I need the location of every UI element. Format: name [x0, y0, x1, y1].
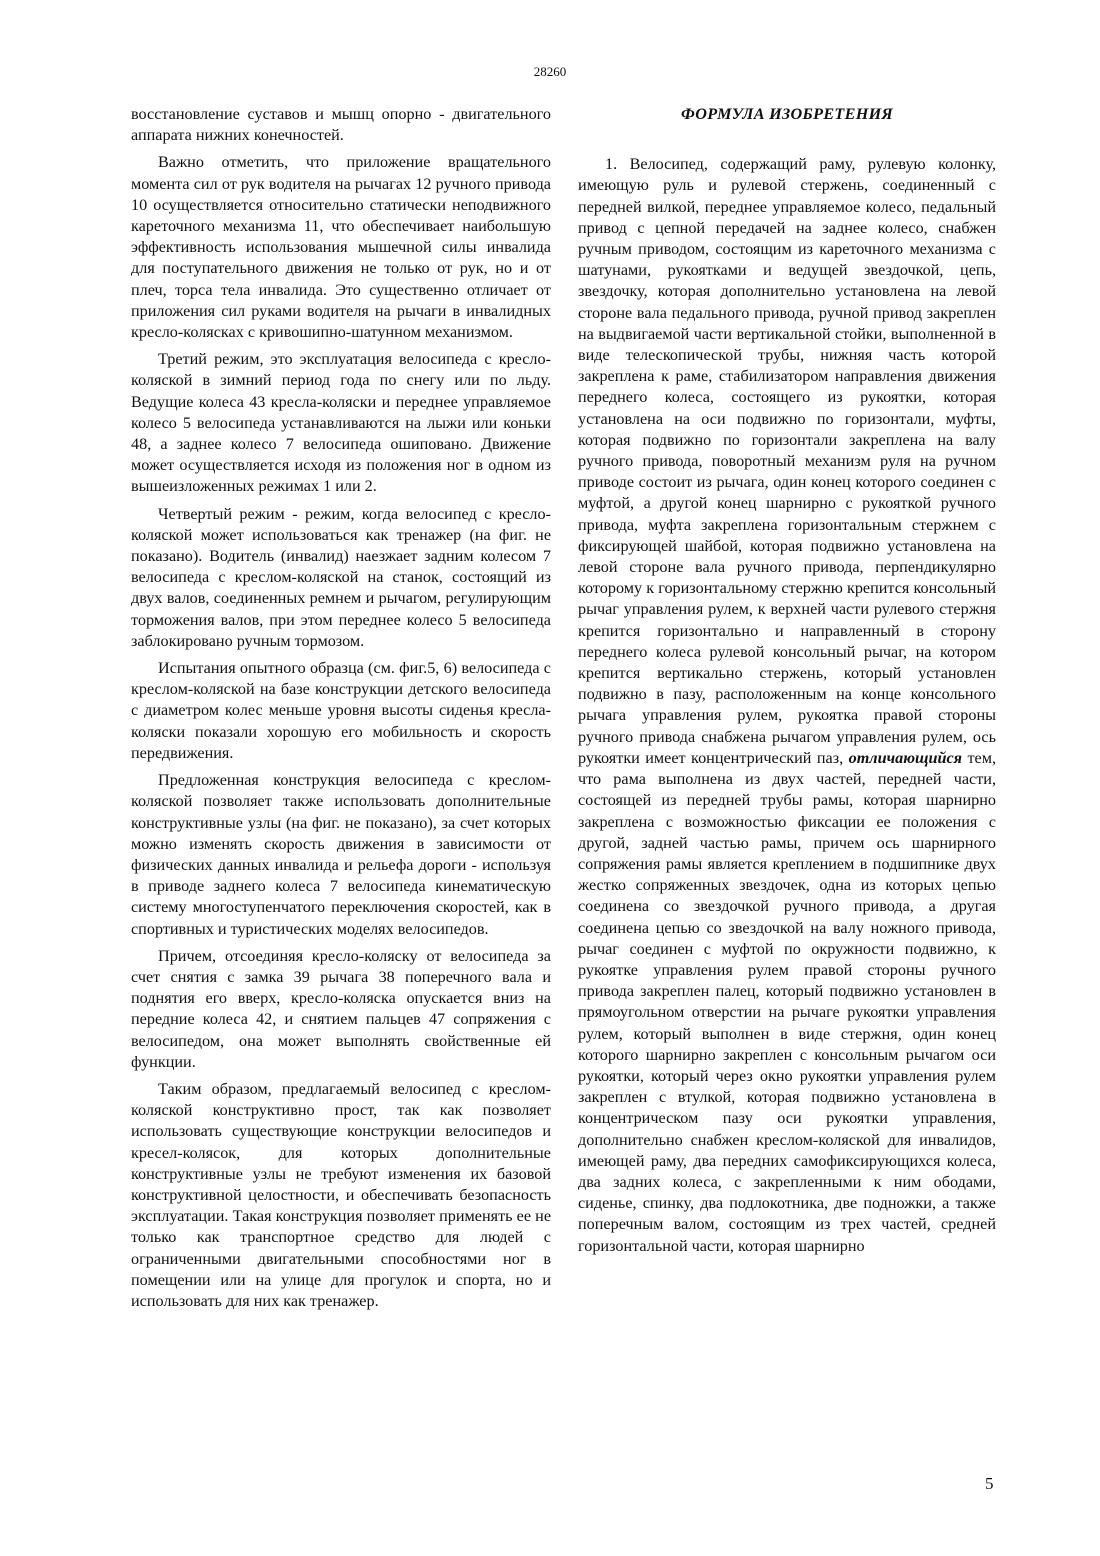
paragraph: Таким образом, предлагаемый велосипед с креслом-коляской конструктивно прост, так как позволяет использовать существующие конструкции велосипедов и кресел-колясок, для которых дополнительные конструктивные узлы не требуют изменения их базовой конструктивной целостности, и обеспечивать безопасность эксплуатации. Такая конструкция позволяет применять ее не только как транспортное средство для людей с ограниченными двигательными способностями ног в помещении или на улице для прогулок и спорта, но и использовать для них как тренажер.: [131, 1079, 551, 1310]
paragraph: Четвертый режим - режим, когда велосипед с кресло-коляской может использоваться как тренажер (на фиг. не показано). Водитель (инвалид) наезжает задним колесом 7 велосипеда с креслом-коляской на станок, состоящий из двух валов, соединенных ремнем и рычагом, регулирующим торможения валов, при этом переднее колесо 5 велосипеда заблокировано ручным тормозом.: [131, 504, 551, 650]
paragraph: Предложенная конструкция велосипеда с креслом-коляской позволяет также использовать дополнительные конструктивные узлы (на фиг. не показано), за счет которых можно изменять скорость движения в зависимости от физических данных инвалида и рельефа дороги - используя в приводе заднего колеса 7 велосипеда кинематическую систему многоступенчатого переключения скоростей, как в спортивных и туристических моделях велосипедов.: [131, 771, 551, 938]
left-column: [131, 104, 551, 1312]
paragraph: Третий режим, это эксплуатация велосипеда с кресло-коляской в зимний период года по снегу или по льду. Ведущие колеса 43 кресла-коляски и переднее управляемое колесо 5 велосипеда устанавливаются на лыжи или коньки 48, а заднее колесо 7 велосипеда ошиповано. Движение может осуществляется исходя из положения ног в одном из вышеизложенных режимах 1 или 2.: [131, 350, 551, 496]
paragraph: Причем, отсоединяя кресло-коляску от велосипеда за счет снятия с замка 39 рычага 38 поперечного вала и поднятия его вверх, кресло-коляска опускается вниз на передние колеса 42, и снятием пальцев 47 сопряжения с велосипедом, она может выполнять свойственные ей функции.: [131, 946, 551, 1071]
right-column: [578, 104, 996, 1257]
claim-emphasis: отличающийся: [848, 748, 963, 767]
section-heading: ФОРМУЛА ИЗОБРЕТЕНИЯ: [681, 105, 893, 123]
claim-text-after: тем, что рама выполнена из двух частей, передней части, состоящей из передней трубы рамы, которая шарнирно закреплена с возможностью фиксации ее положения с другой, задней частью рамы, причем ось шарнирного сопряжения рамы является креплением в подшипнике двух жестко сопряженных звездочек, одна из которых цепью соединена со звездочкой ручного привода, а другая соединена цепью со звездочкой на валу ножного привода, рычаг соединен с муфтой по окружности подвижно, к рукоятке управления рулем правой стороны ручного привода закреплен палец, который подвижно установлен в прямоугольном отверстии на рычаге рукоятки управления рулем, который выполнен в виде стержня, один конец которого шарнирно закреплен с консольным рычагом оси рукоятки, который через окно рукоятки управления рулем закреплен с втулкой, которая подвижно установлена в концентрическом пазу оси рукоятки управления, дополнительно снабжен креслом-коляской для инвалидов, имеющей раму, два передних самофиксирующихся колеса, два задних колеса, с закрепленными к ним ободами, сиденье, спинку, два подлокотника, две подножки, а также поперечным валом, состоящим из трех частей, средней горизонтальной части, которая шарнирно: [578, 748, 996, 1255]
claim-paragraph: [578, 154, 996, 1257]
document-number: 28260: [533, 64, 567, 79]
paragraph: Важно отметить, что приложение вращательного момента сил от рук водителя на рычагах 12 ручного привода 10 осуществляется относительно статически неподвижного кареточного механизма 11, что обеспечивает наибольшую эффективность использования мышечной силы инвалида для поступательного движения не только от рук, но и от плеч, торса тела инвалида. Это существенно отличает от приложения сил руками водителя на рычаги в инвалидных кресло-колясках с кривошипно-шатунном механизмом.: [131, 153, 551, 342]
claim-text-before: 1. Велосипед, содержащий раму, рулевую колонку, имеющую руль и рулевой стержень, соединенный с передней вилкой, переднее управляемое колесо, педальный привод с цепной передачей на заднее колесо, снабжен ручным приводом, состоящим из кареточного механизма с шатунами, рукоятками и ведущей звездочкой, цепь, звездочку, которая дополнительно установлена на левой стороне вала педального привода, ручной привод закреплен на выдвигаемой части вертикальной стойки, выполненной в виде телескопической трубы, нижняя часть которой закреплена к раме, стабилизатором направления движения переднего колеса, состоящего из рукоятки, которая установлена на оси подвижно по горизонтали, муфты, которая подвижно по горизонтали закреплена на валу ручного привода, поворотный механизм руля на ручном приводе состоит из рычага, один конец которого соединен с муфтой, а другой конец шарнирно с рукояткой ручного привода, муфта закреплена горизонтальным стержнем с фиксирующей шайбой, которая подвижно установлена на левой стороне вала ручного привода, перпендикулярно которому к горизонтальному стержню крепится консольный рычаг управления рулем, к верхней части рулевого стержня крепится горизонтально и направленный в сторону переднего колеса рулевой консольный рычаг, на котором крепится вертикально стержень, который установлен подвижно в пазу, расположенным на конце консольного рычага управления рулем, рукоятка правой стороны ручного привода снабжена рычагом управления рулем, ось рукоятки имеет концентрический паз,: [578, 155, 996, 767]
page-number: 5: [985, 1474, 994, 1493]
paragraph: восстановление суставов и мышц опорно - двигательного аппарата нижних конечностей.: [131, 105, 551, 145]
paragraph: Испытания опытного образца (см. фиг.5, 6) велосипеда с креслом-коляской на базе конструкции детского велосипеда с диаметром колес меньше уровня высоты сиденья кресла-коляски показали хорошую его мобильность и скорость передвижения.: [131, 659, 551, 762]
